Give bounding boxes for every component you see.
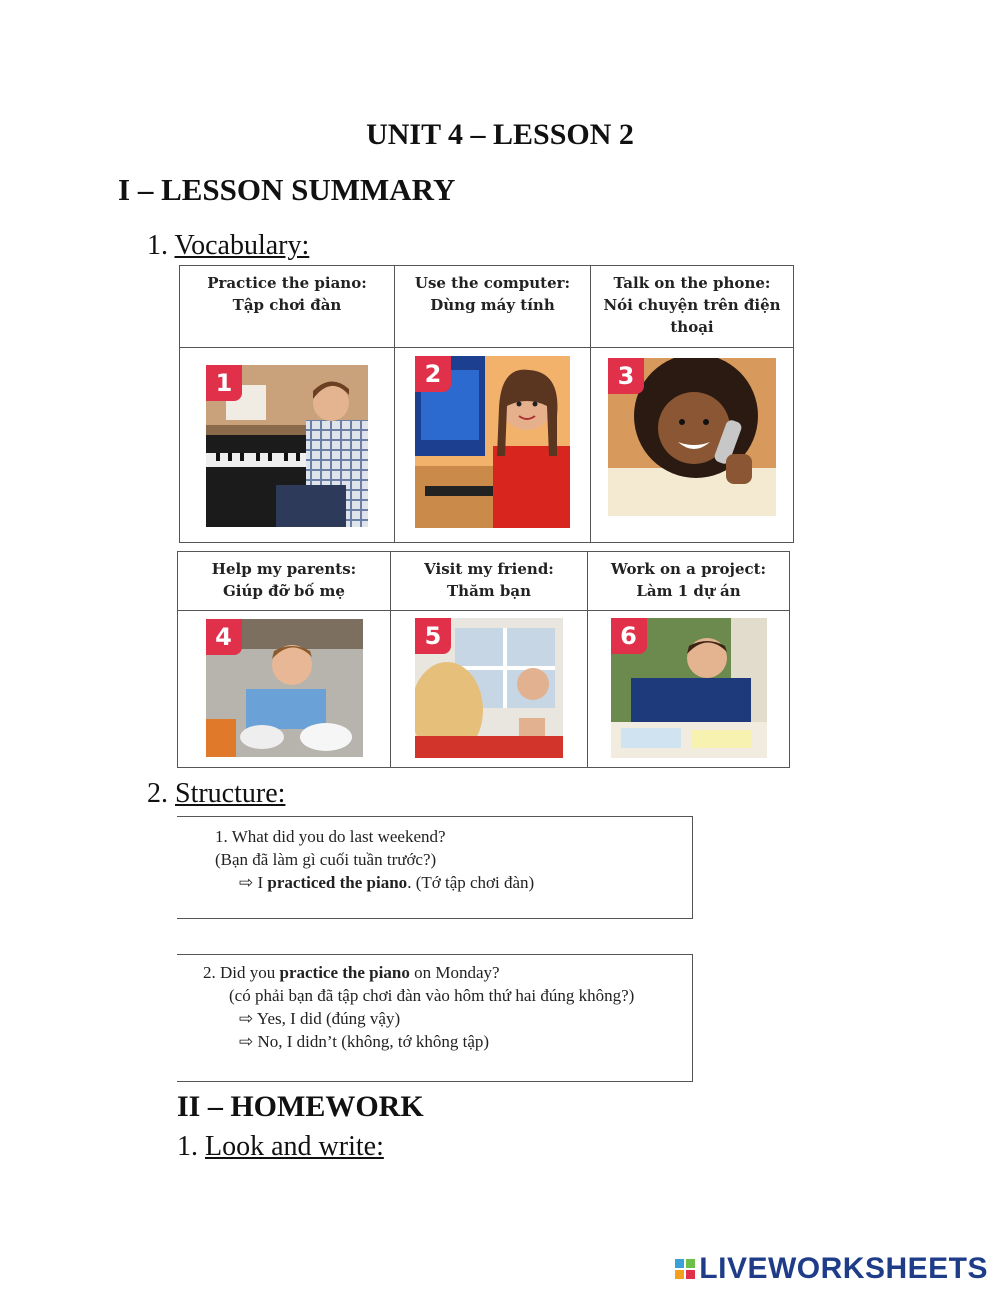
talk-on-phone-image xyxy=(608,358,776,516)
work-on-project-image xyxy=(611,618,767,758)
homework-label: Look and write: xyxy=(205,1131,384,1162)
vocab-number-badge: 3 xyxy=(608,358,644,394)
vocab-caption-2: Use the computer: Dùng máy tính xyxy=(395,266,591,348)
vocab-image-cell-1 xyxy=(180,348,395,543)
structure-answer-no: ⇨ No, I didn’t (không, tớ không tập) xyxy=(239,1032,490,1051)
help-parents-image xyxy=(206,619,363,757)
structure-label: Structure: xyxy=(175,778,286,809)
homework-item-1 xyxy=(177,1131,384,1163)
vocabulary-heading xyxy=(147,230,309,262)
vocab-caption-4: Help my parents: Giúp đỡ bố mẹ xyxy=(178,552,391,611)
structure-box-2 xyxy=(177,954,693,1082)
section-homework: II – HOMEWORK xyxy=(177,1090,424,1123)
vocab-caption-1: Practice the piano: Tập chơi đàn xyxy=(180,266,395,348)
structure-question-1-vi: (Bạn đã làm gì cuối tuần trước?) xyxy=(215,850,437,869)
structure-answer-1: ⇨ I practiced the piano. (Tớ tập chơi đàn) xyxy=(239,873,535,892)
vocabulary-table-2 xyxy=(177,551,790,768)
vocabulary-number: 1. xyxy=(147,230,168,261)
vocab-caption-3: Talk on the phone: Nói chuyện trên điện thoại xyxy=(591,266,794,348)
use-computer-image xyxy=(415,356,570,528)
liveworksheets-logo-text: LIVEWORKSHEETS xyxy=(699,1252,988,1285)
vocabulary-label: Vocabulary: xyxy=(174,230,310,261)
section-lesson-summary: I – LESSON SUMMARY xyxy=(118,172,456,207)
vocab-number-badge: 5 xyxy=(415,618,451,654)
structure-question-2-vi: (có phải bạn đã tập chơi đàn vào hôm thứ hai đúng không?) xyxy=(229,986,635,1005)
vocab-image-cell-6 xyxy=(588,611,790,768)
vocab-image-cell-2 xyxy=(395,348,591,543)
page-title: UNIT 4 – LESSON 2 xyxy=(366,118,634,151)
vocabulary-table-1 xyxy=(179,265,794,543)
structure-answer-yes: ⇨ Yes, I did (đúng vậy) xyxy=(239,1009,401,1028)
vocab-image-cell-5 xyxy=(391,611,588,768)
homework-number: 1. xyxy=(177,1131,198,1162)
structure-question-2: 2. Did you practice the piano on Monday? xyxy=(203,963,500,982)
vocab-number-badge: 4 xyxy=(206,619,242,655)
structure-heading xyxy=(147,778,285,810)
liveworksheets-logo-icon xyxy=(675,1259,695,1279)
vocab-number-badge: 2 xyxy=(415,356,451,392)
structure-question-1: 1. What did you do last weekend? xyxy=(215,827,446,846)
vocab-number-badge: 1 xyxy=(206,365,242,401)
structure-number: 2. xyxy=(147,778,168,809)
vocab-caption-6: Work on a project: Làm 1 dự án xyxy=(588,552,790,611)
vocab-number-badge: 6 xyxy=(611,618,647,654)
visit-friend-image xyxy=(415,618,563,758)
structure-box-1 xyxy=(177,816,693,919)
vocab-caption-5: Visit my friend: Thăm bạn xyxy=(391,552,588,611)
practice-piano-image xyxy=(206,365,368,527)
liveworksheets-logo[interactable] xyxy=(675,1252,988,1286)
vocab-image-cell-4 xyxy=(178,611,391,768)
vocab-image-cell-3 xyxy=(591,348,794,543)
